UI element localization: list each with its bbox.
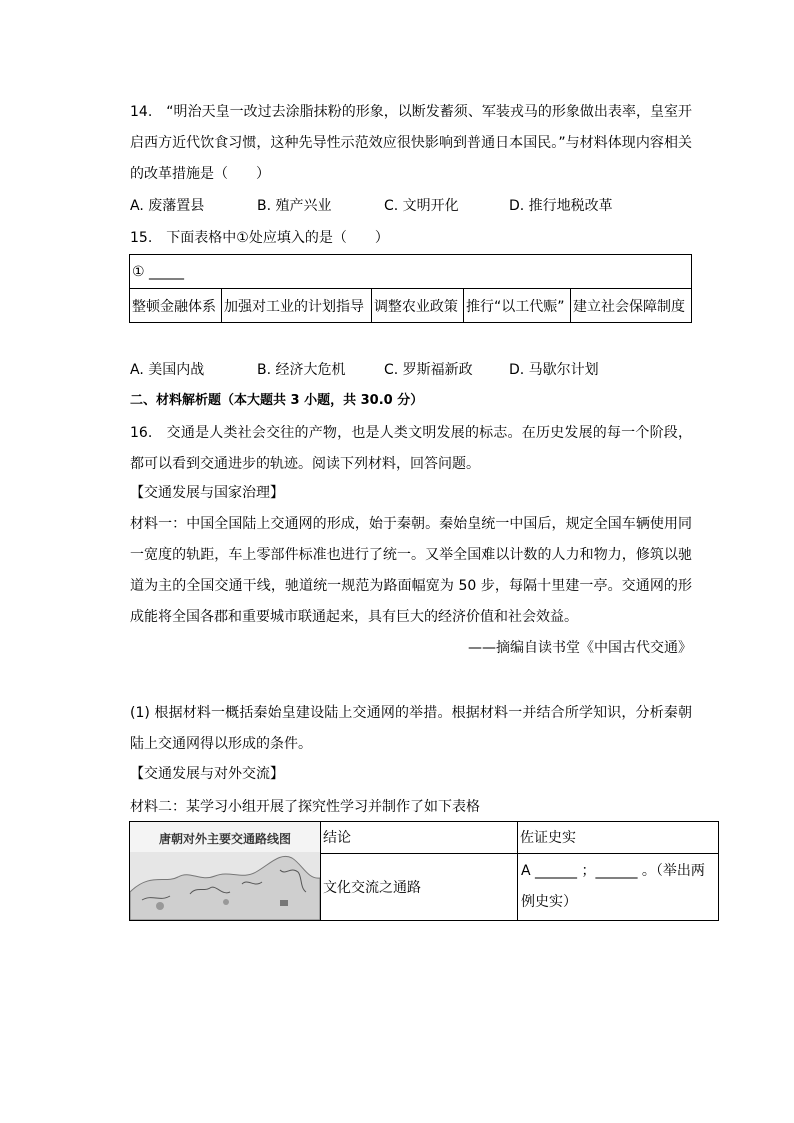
evidence-cell: A ______ ；______ 。（举出两例史实） [518, 853, 719, 920]
q14-option-c: C. 文明开化 [384, 198, 459, 214]
q15-table [129, 254, 692, 323]
q15-cell: 加强对工业的计划指导 [222, 289, 372, 323]
q15-option-a: A. 美国内战 [130, 362, 205, 378]
q14-options [130, 196, 613, 216]
q15-cell: 调整农业政策 [371, 289, 463, 323]
q15-cell: 推行“以工代赈” [463, 289, 570, 323]
q14-option-d: D. 推行地税改革 [509, 198, 613, 214]
col-evidence-header: 佐证史实 [518, 822, 719, 854]
q16-table [129, 821, 719, 921]
map-sketch-graphic [130, 822, 320, 920]
map-cell [130, 822, 321, 921]
conclusion-cell: 文化交流之通路 [321, 853, 518, 920]
q15-option-b: B. 经济大危机 [257, 362, 346, 378]
q16-heading-2: 【交通发展与对外交流】 [130, 766, 284, 782]
q14-option-b: B. 殖产兴业 [257, 198, 332, 214]
q14-option-a: A. 废藩置县 [130, 198, 205, 214]
q15-options [130, 360, 599, 380]
col-conclusion-header: 结论 [321, 822, 518, 854]
q16-intro: 16. 交通是人类社会交往的产物，也是人类文明发展的标志。在历史发展的每一个阶段，都可以看到交通进步的轨迹。阅读下列材料，回答问题。 [130, 425, 692, 472]
q15-cell: 整顿金融体系 [130, 289, 222, 323]
q15-text: 15. 下面表格中①处应填入的是（ ） [130, 230, 389, 246]
q15-option-c: C. 罗斯福新政 [384, 362, 473, 378]
q16-material-1: 材料一：中国全国陆上交通网的形成，始于秦朝。秦始皇统一中国后，规定全国车辆使用同一宽度的轨距，车上零部件标准也进行了统一。又举全国难以计数的人力和物力，修筑以驰道为主的全国交通干线，驰道统一规范为路面幅宽为 50 步，每隔十里建一亭。交通网的形成能将全国各郡和重要城市联通起来，具有巨大的经济价值和社会效益。 [130, 516, 692, 625]
q15-cell: 建立社会保障制度 [570, 289, 691, 323]
q16-heading-1: 【交通发展与国家治理】 [130, 485, 284, 501]
q14-text: 14. “明治天皇一改过去涂脂抹粉的形象，以断发蓄须、军装戎马的形象做出表率，皇室开启西方近代饮食习惯，这种先导性示范效应很快影响到普通日本国民。”与材料体现内容相关的改革措施是（ ） [130, 104, 692, 182]
map-title: 唐朝对外主要交通路线图 [158, 832, 291, 846]
section-title: 二、材料解析题（本大题共 3 小题，共 30.0 分） [130, 393, 424, 408]
q16-material-2: 材料二：某学习小组开展了探究性学习并制作了如下表格 [130, 799, 480, 815]
q16-source-1: ——摘编自读书堂《中国古代交通》 [468, 640, 692, 656]
q15-option-d: D. 马歇尔计划 [509, 362, 599, 378]
tang-route-map-image [130, 822, 320, 920]
q15-table-header: ① _____ [130, 255, 692, 289]
q16-subquestion-1: (1) 根据材料一概括秦始皇建设陆上交通网的举措。根据材料一并结合所学知识，分析秦朝陆上交通网得以形成的条件。 [130, 705, 692, 752]
